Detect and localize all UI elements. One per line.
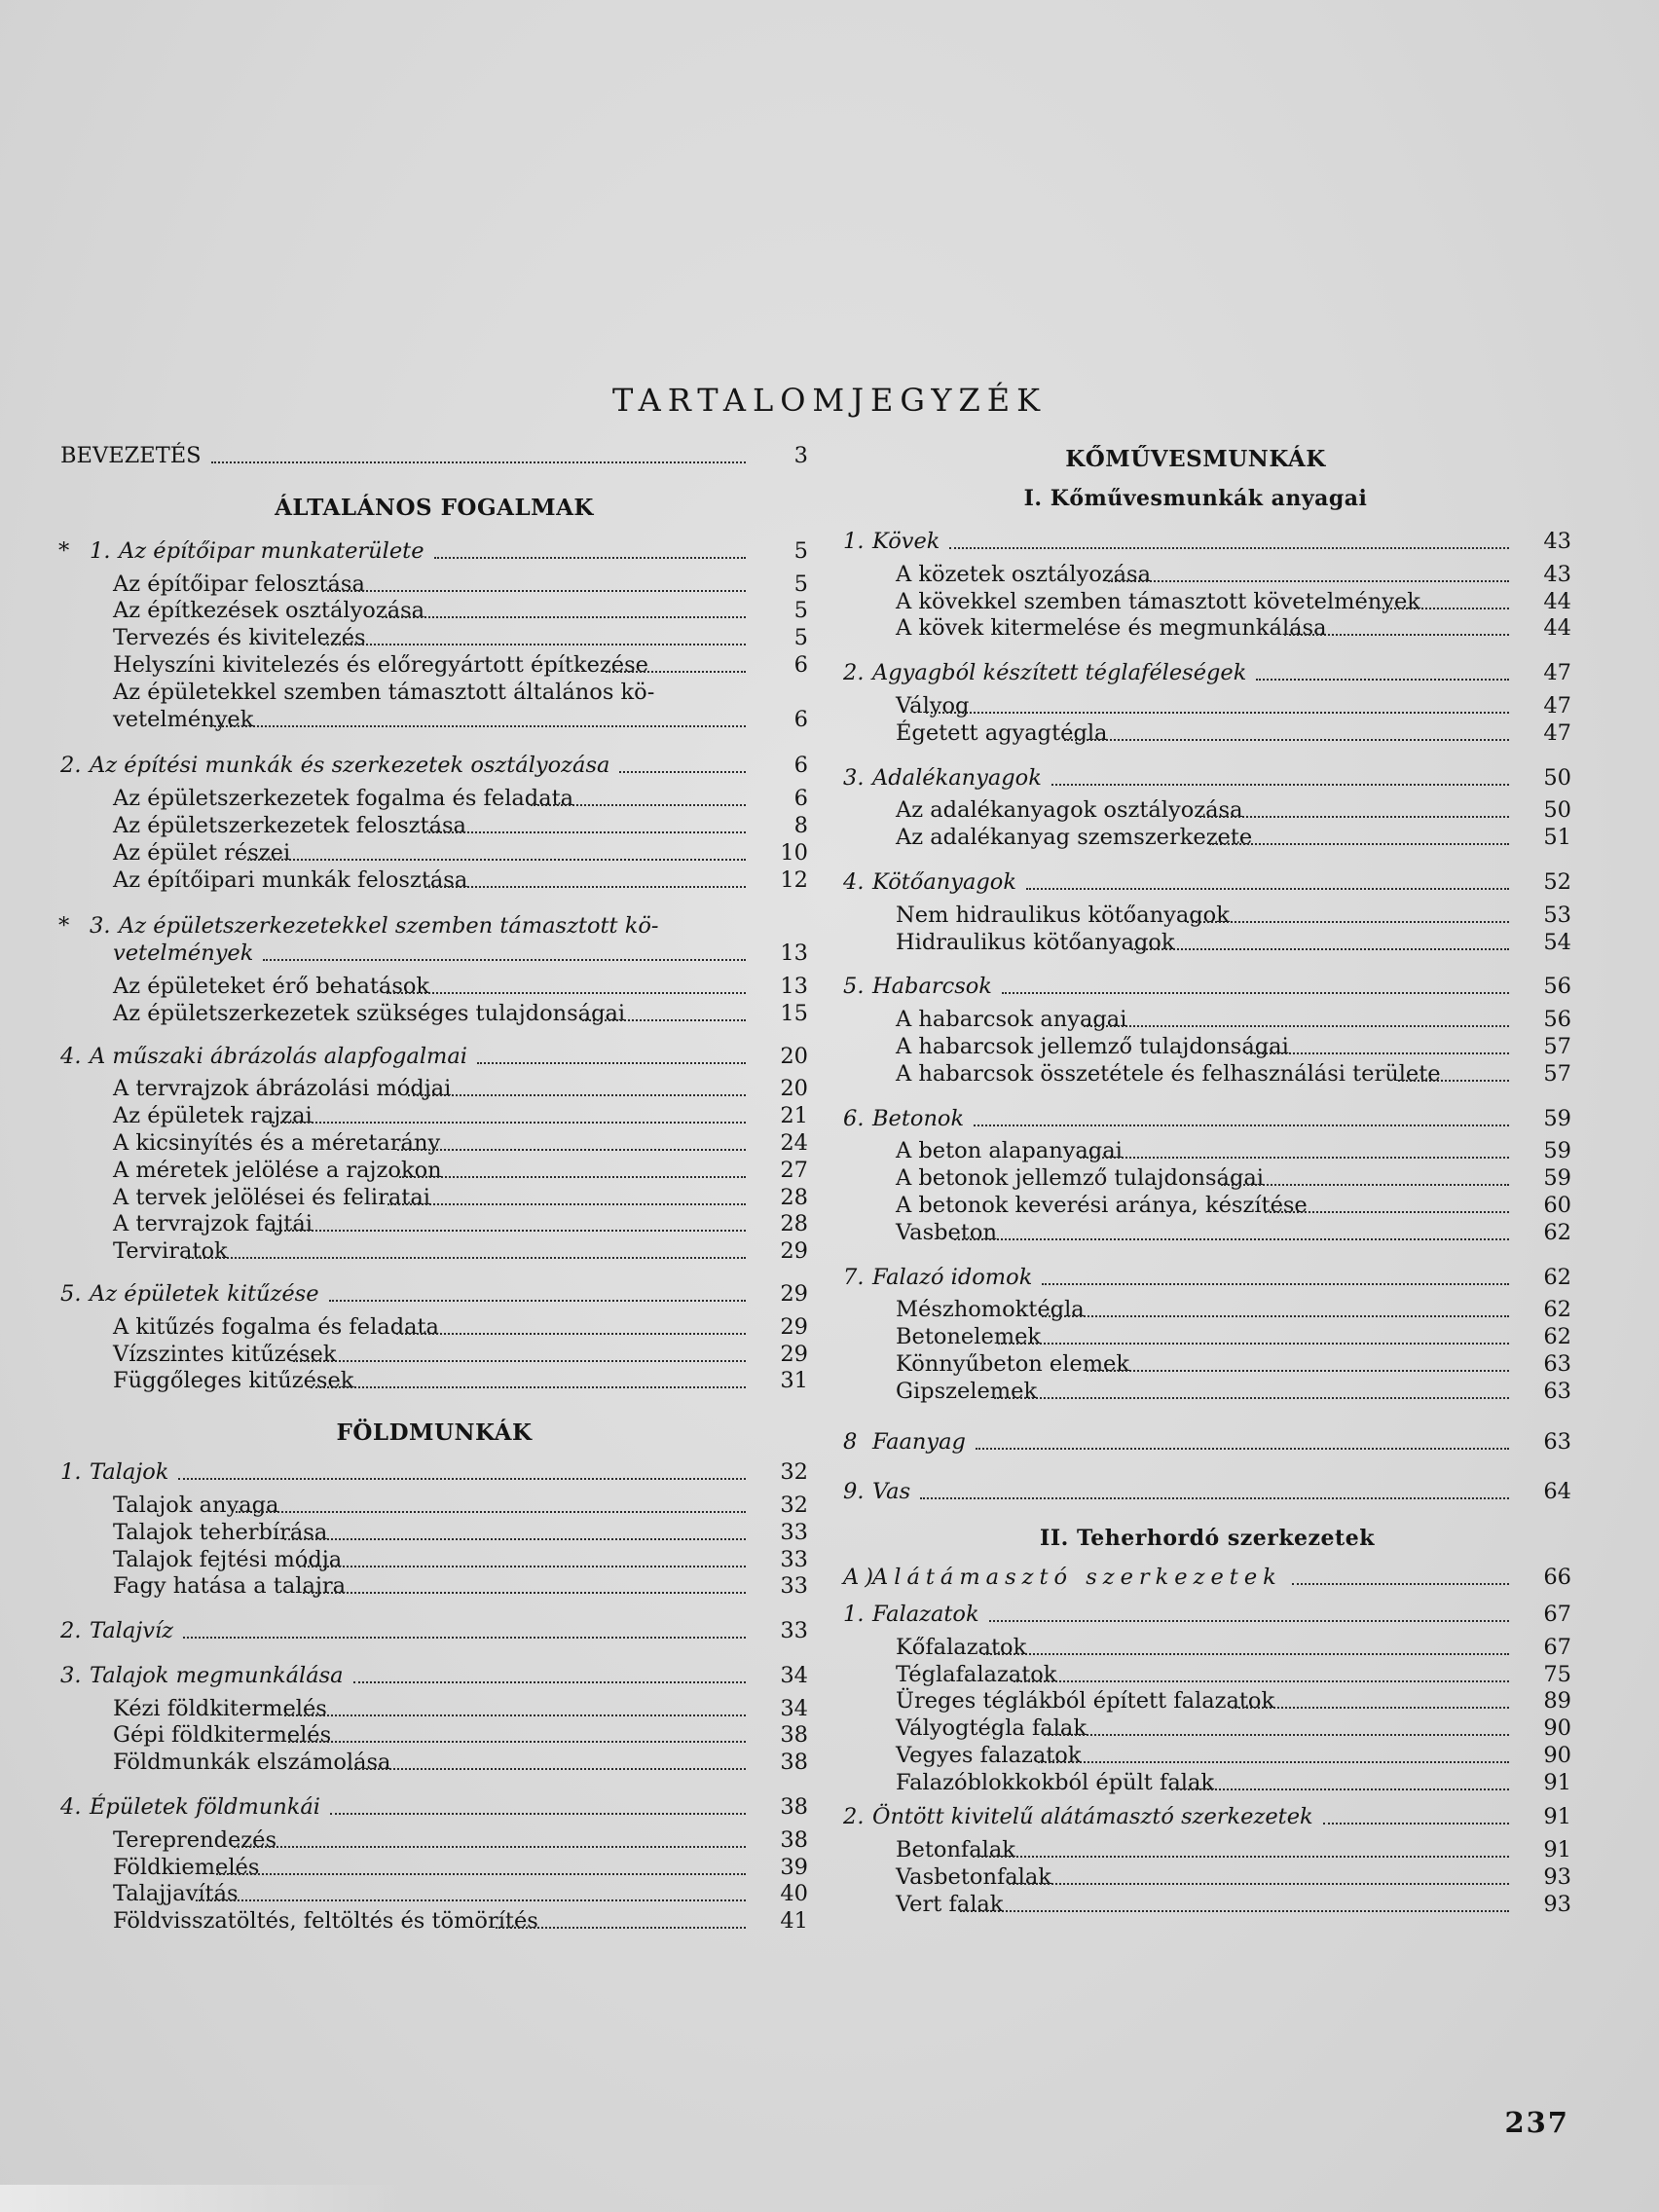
toc-section-t1: [843, 1602, 1571, 1629]
entry-title: Vasbeton: [896, 1219, 997, 1245]
section-title: Az épületszerkezetekkel szemben támasztott kö-: [119, 913, 659, 940]
watermark-strip: [0, 2185, 409, 2212]
toc-section-f1: [60, 1459, 808, 1487]
page-ref: 67: [1543, 1634, 1571, 1660]
entry-title: Talajjavítás: [113, 1881, 239, 1907]
toc-item: [60, 1103, 808, 1130]
toc-item: [60, 571, 808, 599]
page-ref: 56: [1543, 1007, 1571, 1033]
page-ref: 93: [1543, 1891, 1571, 1917]
toc-item: [60, 1696, 808, 1723]
toc-item: [843, 693, 1571, 720]
page-ref: 63: [1543, 1428, 1571, 1455]
entry-title: Betonelemek: [896, 1324, 1042, 1350]
page-ref: 27: [780, 1157, 808, 1183]
page-ref: 38: [780, 1794, 808, 1821]
toc-item: [60, 813, 808, 840]
entry-title: Helyszíni kivitelezés és előregyártott építkezése: [113, 651, 648, 678]
section-title: Az építési munkák és szerkezetek osztályozása: [90, 753, 610, 779]
entry-title: A kövekkel szemben támasztott követelmények: [896, 588, 1420, 614]
toc-item: [60, 1185, 808, 1212]
toc-section-k1: [843, 529, 1571, 556]
section-title: Talajok: [90, 1459, 169, 1486]
page-ref: 66: [1543, 1565, 1571, 1591]
entry-title: Betonfalak: [896, 1837, 1015, 1863]
section-number: 9.: [843, 1479, 865, 1505]
toc-item: [843, 1635, 1571, 1662]
entry-title: Az épületszerkezetek fogalma és feladata: [113, 786, 574, 812]
section-number: 2.: [60, 753, 82, 779]
page-ref: 34: [780, 1662, 808, 1688]
page-ref: 59: [1543, 1165, 1571, 1192]
toc-item: [843, 589, 1571, 616]
toc-item: [60, 1722, 808, 1750]
page-ref: 31: [780, 1368, 808, 1394]
page-ref: 33: [780, 1618, 808, 1644]
page-ref: 10: [780, 839, 808, 866]
page-ref: 34: [780, 1695, 808, 1721]
entry-title: Fagy hatása a talajra: [113, 1573, 347, 1600]
page-ref: 56: [1543, 974, 1571, 1000]
section-title: Falazatok: [872, 1601, 979, 1627]
page-ref: 89: [1543, 1688, 1571, 1714]
entry-title: A habarcsok anyagai: [896, 1007, 1127, 1033]
section-title: Faanyag: [872, 1428, 966, 1455]
toc-item: [843, 930, 1571, 957]
section-title: Vas: [872, 1479, 911, 1505]
page-ref: 24: [780, 1129, 808, 1156]
page-ref: 50: [1543, 764, 1571, 791]
toc-section-k6: [843, 1106, 1571, 1133]
section-number: 1.: [843, 529, 865, 554]
toc-section-a: [843, 1565, 1571, 1592]
toc-item: [843, 1892, 1571, 1919]
toc-item: [843, 1193, 1571, 1220]
section-title: Adalékanyagok: [872, 764, 1042, 791]
entry-title: vetelmények: [113, 706, 254, 732]
toc-section-t2: [843, 1804, 1571, 1831]
entry-title: Üreges téglákból épített falazatok: [896, 1688, 1275, 1714]
section-title: Alátámasztó szerkezetek: [872, 1565, 1282, 1591]
page-ref: 64: [1543, 1479, 1571, 1505]
toc-item: [60, 680, 808, 707]
toc-item: [60, 1314, 808, 1342]
entry-title: Falazóblokkokból épült falak: [896, 1769, 1214, 1795]
entry-title: Földkiemelés: [113, 1854, 260, 1880]
toc-left-list: [60, 538, 808, 1936]
entry-title: Vályog: [896, 692, 970, 719]
entry-title: A habarcsok összetétele és felhasználási területe: [896, 1060, 1441, 1087]
page-ref: 33: [780, 1546, 808, 1572]
entry-title: Az épületek rajzai: [113, 1103, 313, 1129]
page-ref: 67: [1543, 1601, 1571, 1627]
toc-section-k7: [843, 1265, 1571, 1292]
section-number: 3.: [90, 913, 111, 940]
toc-item: [60, 652, 808, 680]
entry-title: Az épületeket érő behatások: [113, 973, 430, 999]
page-ref: 21: [780, 1103, 808, 1129]
page-ref: 6: [793, 786, 808, 812]
section-title: Kövek: [872, 529, 940, 554]
entry-title: Gépi földkitermelés: [113, 1722, 332, 1749]
section-heading-masonry: KŐMŰVESMUNKÁK: [1065, 446, 1326, 472]
entry-title: Talajok fejtési módja: [113, 1546, 343, 1572]
toc-item: [60, 786, 808, 813]
page-ref: 8: [793, 812, 808, 838]
entry-title: A kitűzés fogalma és feladata: [113, 1313, 439, 1340]
section-title: Kötőanyagok: [872, 868, 1016, 895]
entry-title: Téglafalazatok: [896, 1661, 1057, 1687]
page-ref: 6: [793, 651, 808, 678]
toc-section-k2: [843, 660, 1571, 687]
entry-title: A kicsinyítés és a méretarány: [113, 1129, 441, 1156]
entry-title: Földvisszatöltés, feltöltés és tömörítés: [113, 1908, 538, 1935]
toc-item: [843, 1220, 1571, 1247]
entry-title: Az épület részei: [113, 839, 291, 866]
page-ref: 5: [793, 598, 808, 624]
page-ref: 5: [793, 537, 808, 564]
page-ref: 53: [1543, 902, 1571, 928]
entry-title: Könnyűbeton elemek: [896, 1350, 1129, 1377]
entry-title: A tervrajzok ábrázolási módjai: [113, 1076, 452, 1102]
toc-item: [60, 1158, 808, 1185]
page-ref: 90: [1543, 1742, 1571, 1768]
page-ref: 29: [780, 1238, 808, 1265]
entry-title: Földmunkák elszámolása: [113, 1750, 391, 1776]
page-ref: 60: [1543, 1192, 1571, 1218]
entry-title: Égetett agyagtégla: [896, 719, 1108, 746]
page-ref: 32: [780, 1492, 808, 1518]
page-ref: 52: [1543, 868, 1571, 895]
toc-item: [60, 840, 808, 867]
page-ref: 62: [1543, 1264, 1571, 1290]
page-ref: 33: [780, 1519, 808, 1545]
entry-title: Az épületszerkezetek szükséges tulajdonságai: [113, 1000, 626, 1026]
page-ref: 63: [1543, 1378, 1571, 1404]
entry-title: Függőleges kitűzések: [113, 1368, 354, 1394]
page-ref: 38: [780, 1826, 808, 1853]
toc-item: [843, 1297, 1571, 1324]
toc-item: [60, 1130, 808, 1158]
entry-title: Az építőipari munkák felosztása: [113, 866, 468, 893]
toc-item: [843, 1688, 1571, 1715]
toc-section-k4: [843, 869, 1571, 897]
page-ref: 59: [1543, 1105, 1571, 1131]
page-ref: 54: [1543, 929, 1571, 955]
page-number: 237: [1504, 2106, 1569, 2139]
section-title: Talajok megmunkálása: [90, 1662, 344, 1688]
section-number: 1.: [60, 1459, 82, 1486]
toc-item: [60, 1342, 808, 1369]
entry-title: Vegyes falazatok: [896, 1742, 1082, 1768]
toc-entry-intro: BEVEZETÉS 3: [60, 443, 808, 468]
page-ref: 51: [1543, 825, 1571, 851]
entry-title: Az adalékanyagok osztályozása: [896, 797, 1243, 824]
section-heading-general: ÁLTALÁNOS FOGALMAK: [275, 494, 594, 521]
section-number: 3.: [60, 1662, 82, 1688]
toc-item: [843, 1034, 1571, 1061]
page-ref: 20: [780, 1043, 808, 1069]
page-ref: 91: [1543, 1769, 1571, 1795]
page-ref: 47: [1543, 692, 1571, 719]
toc-item: [843, 1743, 1571, 1770]
page-ref: 12: [780, 866, 808, 893]
toc-item: [60, 1750, 808, 1777]
toc-item: [843, 720, 1571, 748]
page-ref: 39: [780, 1854, 808, 1880]
entry-title: A tervrajzok fajtái: [113, 1211, 313, 1237]
page-ref: 40: [780, 1881, 808, 1907]
toc-section-s2: [60, 753, 808, 780]
section-number: 5.: [843, 974, 865, 1000]
page-ref: 63: [1543, 1350, 1571, 1377]
page-ref: 20: [780, 1076, 808, 1102]
toc-item: [60, 1881, 808, 1908]
toc-section-s3: [60, 913, 808, 940]
toc-item: [60, 1827, 808, 1855]
toc-item: [60, 1001, 808, 1028]
toc-section-k3: [843, 765, 1571, 793]
section-title: Agyagból készített téglaféleségek: [872, 660, 1247, 686]
entry-title: A közetek osztályozása: [896, 561, 1151, 587]
section-number: 2.: [60, 1618, 82, 1644]
section-number: 5.: [60, 1280, 82, 1307]
section-title: Talajvíz: [90, 1618, 174, 1644]
page-ref: 6: [793, 753, 808, 779]
section-title: Habarcsok: [872, 974, 992, 1000]
toc-item: [60, 867, 808, 895]
toc-section-k8: [843, 1429, 1571, 1456]
page-ref: 28: [780, 1184, 808, 1210]
section-number: 4.: [60, 1043, 82, 1069]
toc-item: [60, 625, 808, 652]
toc-item: [843, 615, 1571, 643]
page-ref: 90: [1543, 1715, 1571, 1742]
page-title: TARTALOMJEGYZÉK: [612, 382, 1047, 419]
page-ref: 43: [1543, 529, 1571, 554]
page-ref: 41: [780, 1908, 808, 1935]
toc-item: [60, 598, 808, 625]
toc-item: [60, 1908, 808, 1936]
toc-right-column: [843, 443, 1571, 1919]
toc-item: [843, 1379, 1571, 1406]
page-ref: 38: [780, 1722, 808, 1749]
section-number: 1.: [90, 537, 111, 564]
section-number: 4.: [60, 1794, 82, 1821]
page-ref: 91: [1543, 1804, 1571, 1830]
toc-item: [60, 1520, 808, 1547]
section-number: A): [843, 1565, 880, 1591]
toc-item: [843, 1662, 1571, 1689]
toc-item: [843, 825, 1571, 852]
toc-item: [60, 974, 808, 1001]
section-number: 1.: [843, 1601, 865, 1627]
section-number: 3.: [843, 764, 865, 791]
toc-item: [843, 1324, 1571, 1351]
page-ref: 43: [1543, 561, 1571, 587]
section-title: Épületek földmunkái: [90, 1794, 321, 1821]
entry-title: Az épületekkel szemben támasztott általános kö-: [113, 679, 655, 705]
entry-title: Tervezés és kivitelezés: [113, 625, 366, 651]
page-ref: 29: [780, 1280, 808, 1307]
entry-title: A méretek jelölése a rajzokon: [113, 1157, 442, 1183]
page-ref: 5: [793, 625, 808, 651]
entry-title: Nem hidraulikus kötőanyagok: [896, 902, 1230, 928]
section-title: Az épületek kitűzése: [90, 1280, 319, 1307]
toc-section-s4: [60, 1044, 808, 1071]
entry-title: Vert falak: [896, 1891, 1004, 1917]
page-ref: 29: [780, 1313, 808, 1340]
entry-title: Az építkezések osztályozása: [113, 598, 425, 624]
entry-title: A kövek kitermelése és megmunkálása: [896, 615, 1327, 642]
page-ref: 29: [780, 1341, 808, 1367]
toc-section-k9: [843, 1479, 1571, 1506]
toc-item: [60, 1573, 808, 1601]
entry-title: A tervek jelölései és feliratai: [113, 1184, 430, 1210]
toc-section-f2: [60, 1618, 808, 1645]
section-number: 2.: [843, 660, 865, 686]
entry-title: Talajok teherbírása: [113, 1519, 328, 1545]
entry-title: A betonok jellemző tulajdonságai: [896, 1165, 1264, 1192]
section-number: 2.: [843, 1804, 865, 1830]
page-ref: 75: [1543, 1661, 1571, 1687]
page-ref: 44: [1543, 588, 1571, 614]
toc-item: [60, 1238, 808, 1266]
page-ref: 38: [780, 1750, 808, 1776]
entry-title: Gipszelemek: [896, 1378, 1038, 1404]
toc-item: [60, 1547, 808, 1574]
entry-title: Vasbetonfalak: [896, 1864, 1051, 1891]
toc-left-column: [60, 443, 808, 1936]
page-ref: 59: [1543, 1138, 1571, 1164]
entry-title: Az építőipar felosztása: [113, 571, 365, 597]
page-ref: 93: [1543, 1864, 1571, 1891]
toc-item: [843, 1007, 1571, 1034]
toc-item: [843, 1864, 1571, 1892]
asterisk-mark: *: [58, 537, 70, 564]
page-ref: 57: [1543, 1033, 1571, 1059]
page-ref: 33: [780, 1573, 808, 1600]
toc-item: [843, 562, 1571, 589]
entry-title: A beton alapanyagai: [896, 1138, 1123, 1164]
entry-title: Tereprendezés: [113, 1826, 277, 1853]
toc-section-s3-cont: vetelmények 13: [113, 940, 808, 967]
toc-item: [60, 1076, 808, 1103]
toc-item: [843, 1165, 1571, 1193]
page-ref: 13: [780, 973, 808, 999]
toc-item: [843, 903, 1571, 930]
toc-section-f3: [60, 1663, 808, 1690]
entry-title: Hidraulikus kötőanyagok: [896, 929, 1175, 955]
entry-title: Mészhomoktégla: [896, 1297, 1085, 1323]
toc-item: [843, 797, 1571, 825]
page-ref: 32: [780, 1459, 808, 1486]
section-title: Betonok: [872, 1105, 965, 1131]
toc-item: [843, 1837, 1571, 1864]
page-ref: 57: [1543, 1060, 1571, 1087]
toc-item: [843, 1061, 1571, 1088]
toc-item: [843, 1351, 1571, 1379]
entry-title: A betonok keverési aránya, készítése: [896, 1192, 1308, 1218]
toc-right-list: [843, 515, 1571, 1919]
toc-item: [60, 1368, 808, 1395]
section-title: Az építőipar munkaterülete: [119, 537, 424, 564]
entry-title: Az adalékanyag szemszerkezete: [896, 825, 1253, 851]
entry-title: Terviratok: [113, 1238, 228, 1265]
section-heading-load-bearing: II. Teherhordó szerkezetek: [1040, 1526, 1375, 1552]
section-heading-earthworks: FÖLDMUNKÁK: [336, 1419, 533, 1447]
page-ref: 62: [1543, 1297, 1571, 1323]
section-number: 8: [843, 1428, 858, 1455]
entry-title: Vízszintes kitűzések: [113, 1341, 337, 1367]
page-ref: 62: [1543, 1219, 1571, 1245]
page-ref: 91: [1543, 1837, 1571, 1863]
page-ref: 47: [1543, 719, 1571, 746]
page-ref: 47: [1543, 660, 1571, 686]
page-ref: 50: [1543, 797, 1571, 824]
toc-item: [843, 1770, 1571, 1797]
section-number: 7.: [843, 1264, 865, 1290]
page-ref: 5: [793, 571, 808, 597]
page-ref: 28: [780, 1211, 808, 1237]
section-number: 6.: [843, 1105, 865, 1131]
entry-title: Az épületszerkezetek felosztása: [113, 812, 466, 838]
section-title: Öntött kivitelű alátámasztó szerkezetek: [872, 1804, 1313, 1830]
toc-section-k5: [843, 974, 1571, 1001]
entry-title: Talajok anyaga: [113, 1492, 279, 1518]
toc-section-f4: [60, 1794, 808, 1822]
toc-section-s5: [60, 1281, 808, 1309]
toc-item: [60, 1493, 808, 1520]
toc-item: [60, 707, 808, 734]
page-ref: 62: [1543, 1324, 1571, 1350]
toc-item: [843, 1715, 1571, 1743]
entry-title: Kézi földkitermelés: [113, 1695, 327, 1721]
toc-item: [60, 1855, 808, 1882]
page-ref: 44: [1543, 615, 1571, 642]
page-ref: 6: [793, 706, 808, 732]
section-number: 4.: [843, 868, 865, 895]
section-heading-materials: I. Kőművesmunkák anyagai: [1023, 486, 1368, 511]
toc-item: [60, 1211, 808, 1238]
entry-title: Kőfalazatok: [896, 1634, 1027, 1660]
section-title: Falazó idomok: [872, 1264, 1033, 1290]
section-title: A műszaki ábrázolás alapfogalmai: [90, 1043, 467, 1069]
toc-item: [843, 1138, 1571, 1165]
entry-title: A habarcsok jellemző tulajdonságai: [896, 1033, 1289, 1059]
toc-section-s1: [60, 538, 808, 566]
page-ref: 15: [780, 1000, 808, 1026]
entry-title: Vályogtégla falak: [896, 1715, 1087, 1742]
asterisk-mark: *: [58, 913, 70, 940]
